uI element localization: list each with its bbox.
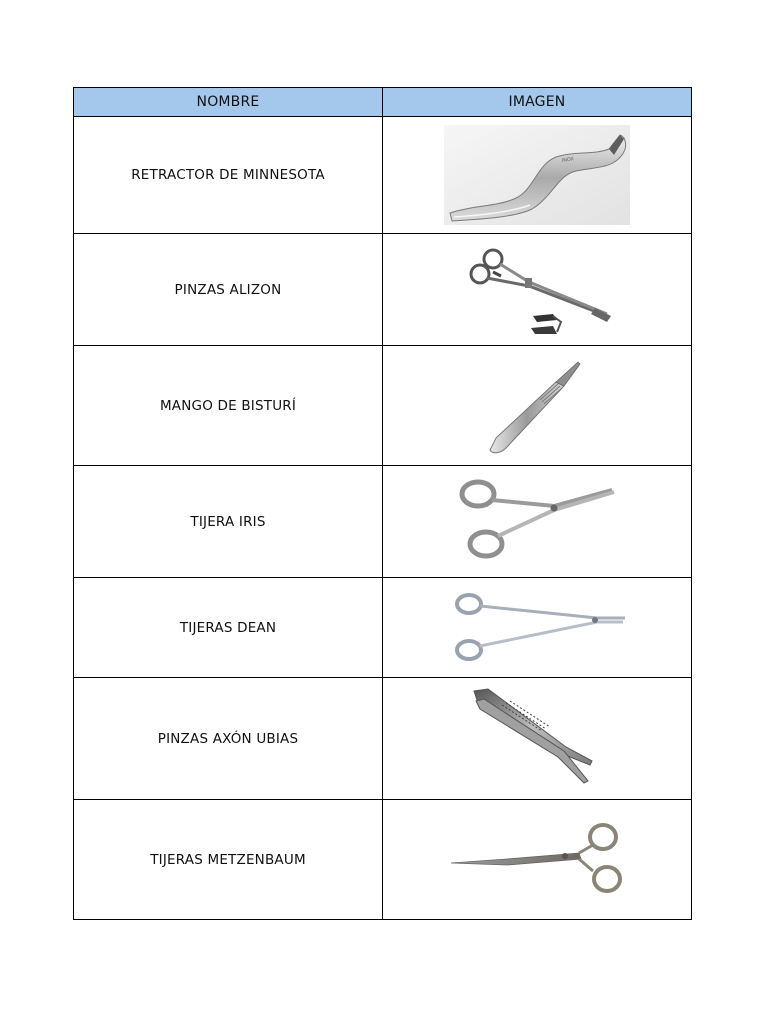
iris-scissors-icon bbox=[452, 474, 622, 570]
instruments-table bbox=[73, 87, 692, 920]
instrument-image-cell bbox=[383, 117, 692, 234]
instrument-image-cell bbox=[383, 800, 692, 920]
instrument-image-cell bbox=[383, 346, 692, 466]
table-row bbox=[74, 234, 692, 346]
metzenbaum-scissors-icon bbox=[447, 815, 627, 905]
instrument-name: TIJERAS DEAN bbox=[74, 578, 383, 678]
instrument-image-cell bbox=[383, 578, 692, 678]
adson-forceps-icon bbox=[462, 687, 612, 791]
dean-scissors-icon bbox=[447, 588, 627, 668]
table-row bbox=[74, 346, 692, 466]
svg-text:INOX: INOX bbox=[561, 156, 575, 164]
allis-forceps-icon bbox=[457, 242, 617, 338]
instrument-name: TIJERA IRIS bbox=[74, 466, 383, 578]
table-row bbox=[74, 578, 692, 678]
table-header-row bbox=[74, 88, 692, 117]
instrument-image-cell bbox=[383, 466, 692, 578]
instrument-image-cell bbox=[383, 234, 692, 346]
instrument-name: MANGO DE BISTURÍ bbox=[74, 346, 383, 466]
header-imagen: IMAGEN bbox=[383, 88, 692, 117]
scalpel-handle-icon bbox=[482, 356, 592, 456]
instrument-name: PINZAS ALIZON bbox=[74, 234, 383, 346]
table-row bbox=[74, 800, 692, 920]
table-row bbox=[74, 117, 692, 234]
minnesota-retractor-icon bbox=[444, 125, 630, 225]
table-row bbox=[74, 466, 692, 578]
table-row bbox=[74, 678, 692, 800]
instrument-name: RETRACTOR DE MINNESOTA bbox=[74, 117, 383, 234]
instrument-name: TIJERAS METZENBAUM bbox=[74, 800, 383, 920]
instrument-image-cell bbox=[383, 678, 692, 800]
instrument-name: PINZAS AXÓN UBIAS bbox=[74, 678, 383, 800]
header-nombre: NOMBRE bbox=[74, 88, 383, 117]
